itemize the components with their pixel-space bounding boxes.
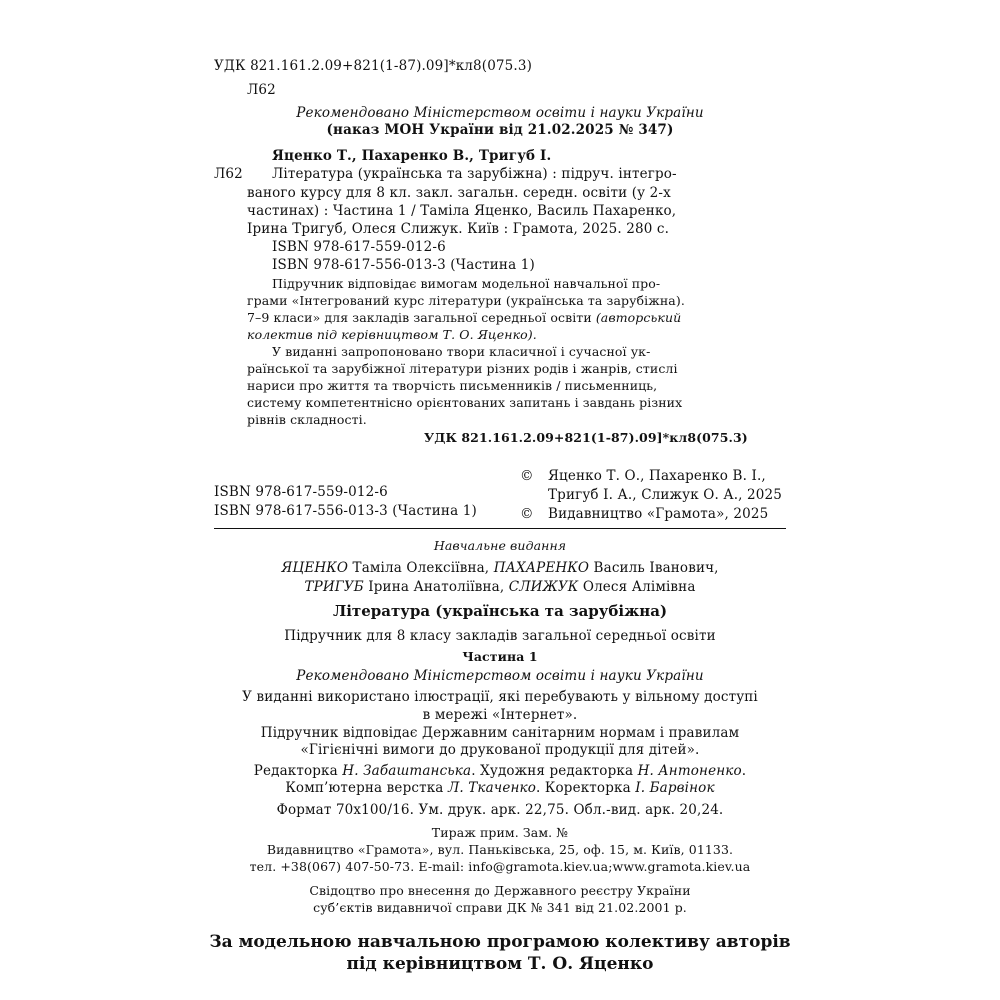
program-note: під керівництвом Т. О. Яценко [346, 954, 654, 974]
registry-certificate: Свідоцтво про внесення до Державного реєстру України [309, 883, 691, 898]
program-note: За модельною навчальною програмою колективу авторів [209, 932, 791, 952]
book-part: Частина 1 [462, 649, 538, 664]
isbn-part: ISBN 978-617-556-013-3 (Частина 1) [214, 503, 477, 519]
catalog-desc-line: частинах) : Частина 1 / Таміла Яценко, Василь Пахаренко, [247, 203, 677, 219]
layout-line: Комп’ютерна верстка Л. Ткаченко. Коректорка І. Барвінок [285, 780, 715, 796]
registry-certificate: суб’єктів видавничої справи ДК № 341 від 21.02.2001 р. [313, 900, 687, 915]
sanitary-note: Підручник відповідає Державним санітарним нормам і правилам [260, 725, 740, 741]
recommendation: Рекомендовано Міністерством освіти і науки України [296, 105, 704, 121]
illustrations-note: в мережі «Інтернет». [422, 707, 578, 723]
edition-type: Навчальне видання [433, 538, 567, 553]
annotation-line: грами «Інтегрований курс літератури (українська та зарубіжна). [247, 293, 685, 308]
annotation-line: рівнів складності. [247, 412, 367, 427]
udc-code: УДК 821.161.2.09+821(1-87).09]*кл8(075.3) [214, 58, 533, 74]
copyright-symbol: © [520, 468, 534, 484]
catalog-desc-line: ваного курсу для 8 кл. закл. загальн. середн. освіти (у 2-х [247, 185, 671, 201]
catalog-desc-line: Література (українська та зарубіжна) : підруч. інтегро- [272, 166, 677, 182]
catalog-isbn: ISBN 978-617-559-012-6 [272, 239, 446, 255]
annotation-line: 7–9 класи» для закладів загальної середньої освіти (авторський [247, 310, 682, 325]
annotation-line: Підручник відповідає вимогам модельної навчальної про- [272, 276, 661, 291]
isbn-general: ISBN 978-617-559-012-6 [214, 484, 388, 500]
copyright-authors: Тригуб І. А., Слижук О. А., 2025 [548, 487, 782, 503]
catalog-desc-line: Ірина Тригуб, Олеся Слижук. Київ : Грамота, 2025. 280 с. [247, 221, 670, 237]
imprint-recommendation: Рекомендовано Міністерством освіти і науки України [296, 668, 704, 684]
separator-line [214, 528, 786, 529]
publisher-address: Видавництво «Грамота», вул. Паньківська, 25, оф. 15, м. Київ, 01133. [266, 842, 734, 857]
sanitary-note: «Гігієнічні вимоги до друкованої продукції для дітей». [300, 742, 700, 758]
catalog-authors: Яценко Т., Пахаренко В., Тригуб І. [272, 148, 552, 164]
udc-code-bottom: УДК 821.161.2.09+821(1-87).09]*кл8(075.3) [424, 430, 748, 445]
annotation-line: раїнської та зарубіжної літератури різних родів і жанрів, стислі [247, 361, 678, 376]
copyright-authors: Яценко Т. О., Пахаренко В. І., [548, 468, 766, 484]
annotation-line: колектив під керівництвом Т. О. Яценко). [247, 327, 537, 342]
book-subtitle: Підручник для 8 класу закладів загальної середньої освіти [284, 628, 716, 644]
editors-line: Редакторка Н. Забаштанська. Художня редакторка Н. Антоненко. [253, 763, 747, 779]
catalog-isbn: ISBN 978-617-556-013-3 (Частина 1) [272, 257, 535, 273]
print-run: Тираж прим. Зам. № [431, 825, 569, 840]
annotation-line: систему компетентнісно орієнтованих запитань і завдань різних [247, 395, 683, 410]
copyright-publisher: Видавництво «Грамота», 2025 [548, 506, 769, 522]
book-title: Література (українська та зарубіжна) [332, 602, 668, 620]
publisher-contacts: тел. +38(067) 407-50-73. E-mail: info@gramota.kiev.ua;www.gramota.kiev.ua [249, 859, 751, 874]
ministry-order: (наказ МОН України від 21.02.2025 № 347) [326, 122, 674, 138]
catalog-code: Л62 [214, 166, 243, 182]
annotation-line: нариси про життя та творчість письменників / письменниць, [247, 378, 658, 393]
copyright-symbol: © [520, 506, 534, 522]
bbk-code: Л62 [247, 82, 276, 98]
imprint-authors: ТРИГУБ Ірина Анатоліївна, СЛИЖУК Олеся Алімівна [304, 579, 696, 595]
imprint-authors: ЯЦЕНКО Таміла Олексіївна, ПАХАРЕНКО Василь Іванович, [281, 560, 719, 576]
illustrations-note: У виданні використано ілюстрації, які перебувають у вільному доступі [242, 689, 758, 705]
annotation-line: У виданні запропоновано твори класичної і сучасної ук- [272, 344, 651, 359]
format-line: Формат 70x100/16. Ум. друк. арк. 22,75. Обл.-вид. арк. 20,24. [276, 802, 724, 818]
